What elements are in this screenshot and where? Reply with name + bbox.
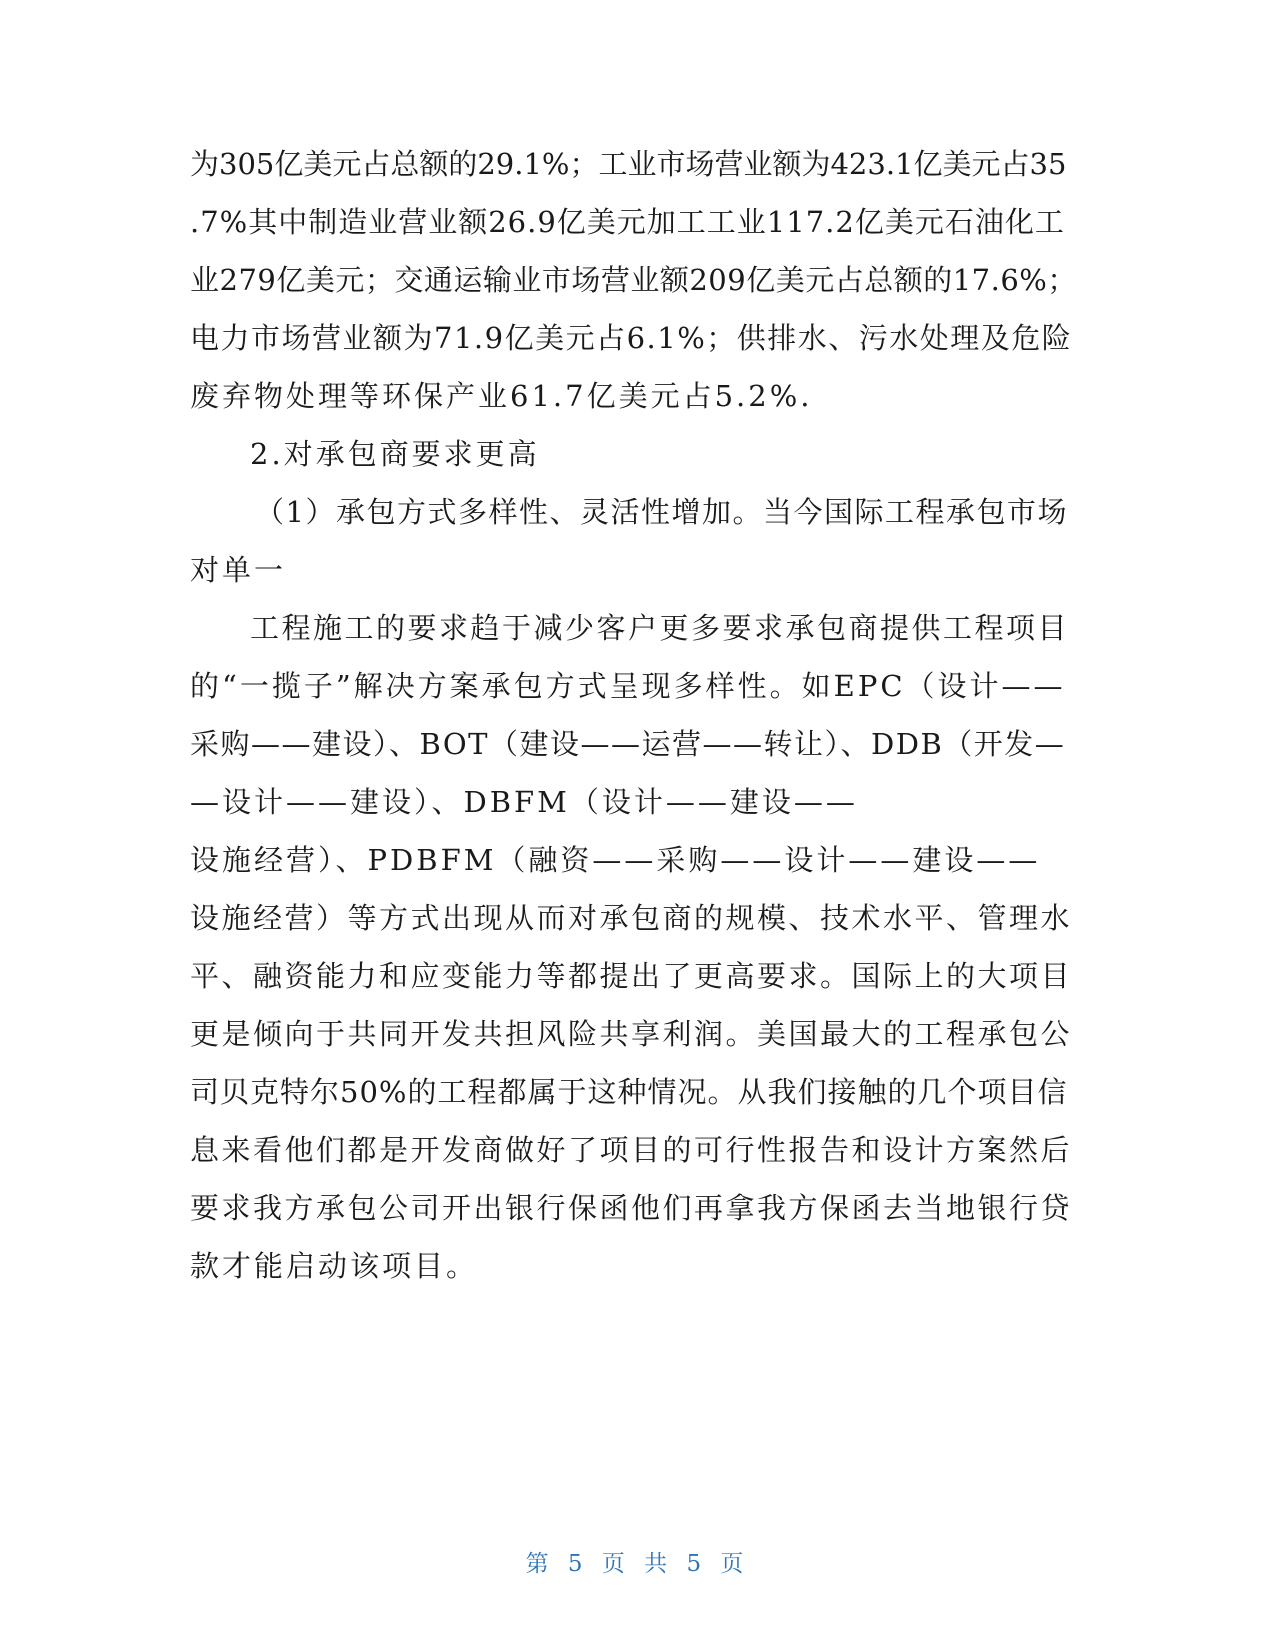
paragraph-line: 款才能启动该项目。 bbox=[190, 1249, 479, 1283]
paragraph-line: 司贝克特尔50%的工程都属于这种情况。从我们接触的几个项目信 bbox=[190, 1075, 1068, 1109]
paragraph-line: 息来看他们都是开发商做好了项目的可行性报告和设计方案然后 bbox=[190, 1133, 1073, 1167]
page-number-footer: 第 5 页 共 5 页 bbox=[525, 1551, 750, 1577]
paragraph-line: .7%其中制造业营业额26.9亿美元加工工业117.2亿美元石油化工 bbox=[190, 205, 1065, 239]
paragraph-line: 对单一 bbox=[190, 553, 287, 587]
paragraph-line: 要求我方承包公司开出银行保函他们再拿我方保函去当地银行贷 bbox=[190, 1191, 1073, 1225]
paragraph-line: 的“一揽子”解决方案承包方式呈现多样性。如EPC（设计—— bbox=[190, 669, 1066, 703]
paragraph-line: 平、融资能力和应变能力等都提出了更高要求。国际上的大项目 bbox=[190, 959, 1073, 993]
paragraph-line: —设计——建设）、DBFM（设计——建设—— bbox=[190, 785, 858, 819]
paragraph-line: 设施经营）、PDBFM（融资——采购——设计——建设—— bbox=[190, 843, 1041, 877]
paragraph-line: 废弃物处理等环保产业61.7亿美元占5.2%. bbox=[190, 379, 813, 413]
section-heading: 2.对承包商要求更高 bbox=[250, 437, 540, 471]
paragraph-line: 为305亿美元占总额的29.1%；工业市场营业额为423.1亿美元占35 bbox=[190, 147, 1067, 181]
paragraph-line: （1）承包方式多样性、灵活性增加。当今国际工程承包市场 bbox=[255, 495, 1068, 529]
paragraph-line: 采购——建设）、BOT（建设——运营——转让）、DDB（开发— bbox=[190, 727, 1066, 761]
paragraph-line: 更是倾向于共同开发共担风险共享利润。美国最大的工程承包公 bbox=[190, 1017, 1073, 1051]
paragraph-line: 电力市场营业额为71.9亿美元占6.1%；供排水、污水处理及危险 bbox=[190, 321, 1073, 355]
paragraph-line: 工程施工的要求趋于减少客户更多要求承包商提供工程项目 bbox=[250, 611, 1070, 645]
paragraph-line: 业279亿美元；交通运输业市场营业额209亿美元占总额的17.6%； bbox=[190, 263, 1077, 297]
paragraph-line: 设施经营）等方式出现从而对承包商的规模、技术水平、管理水 bbox=[190, 901, 1073, 935]
